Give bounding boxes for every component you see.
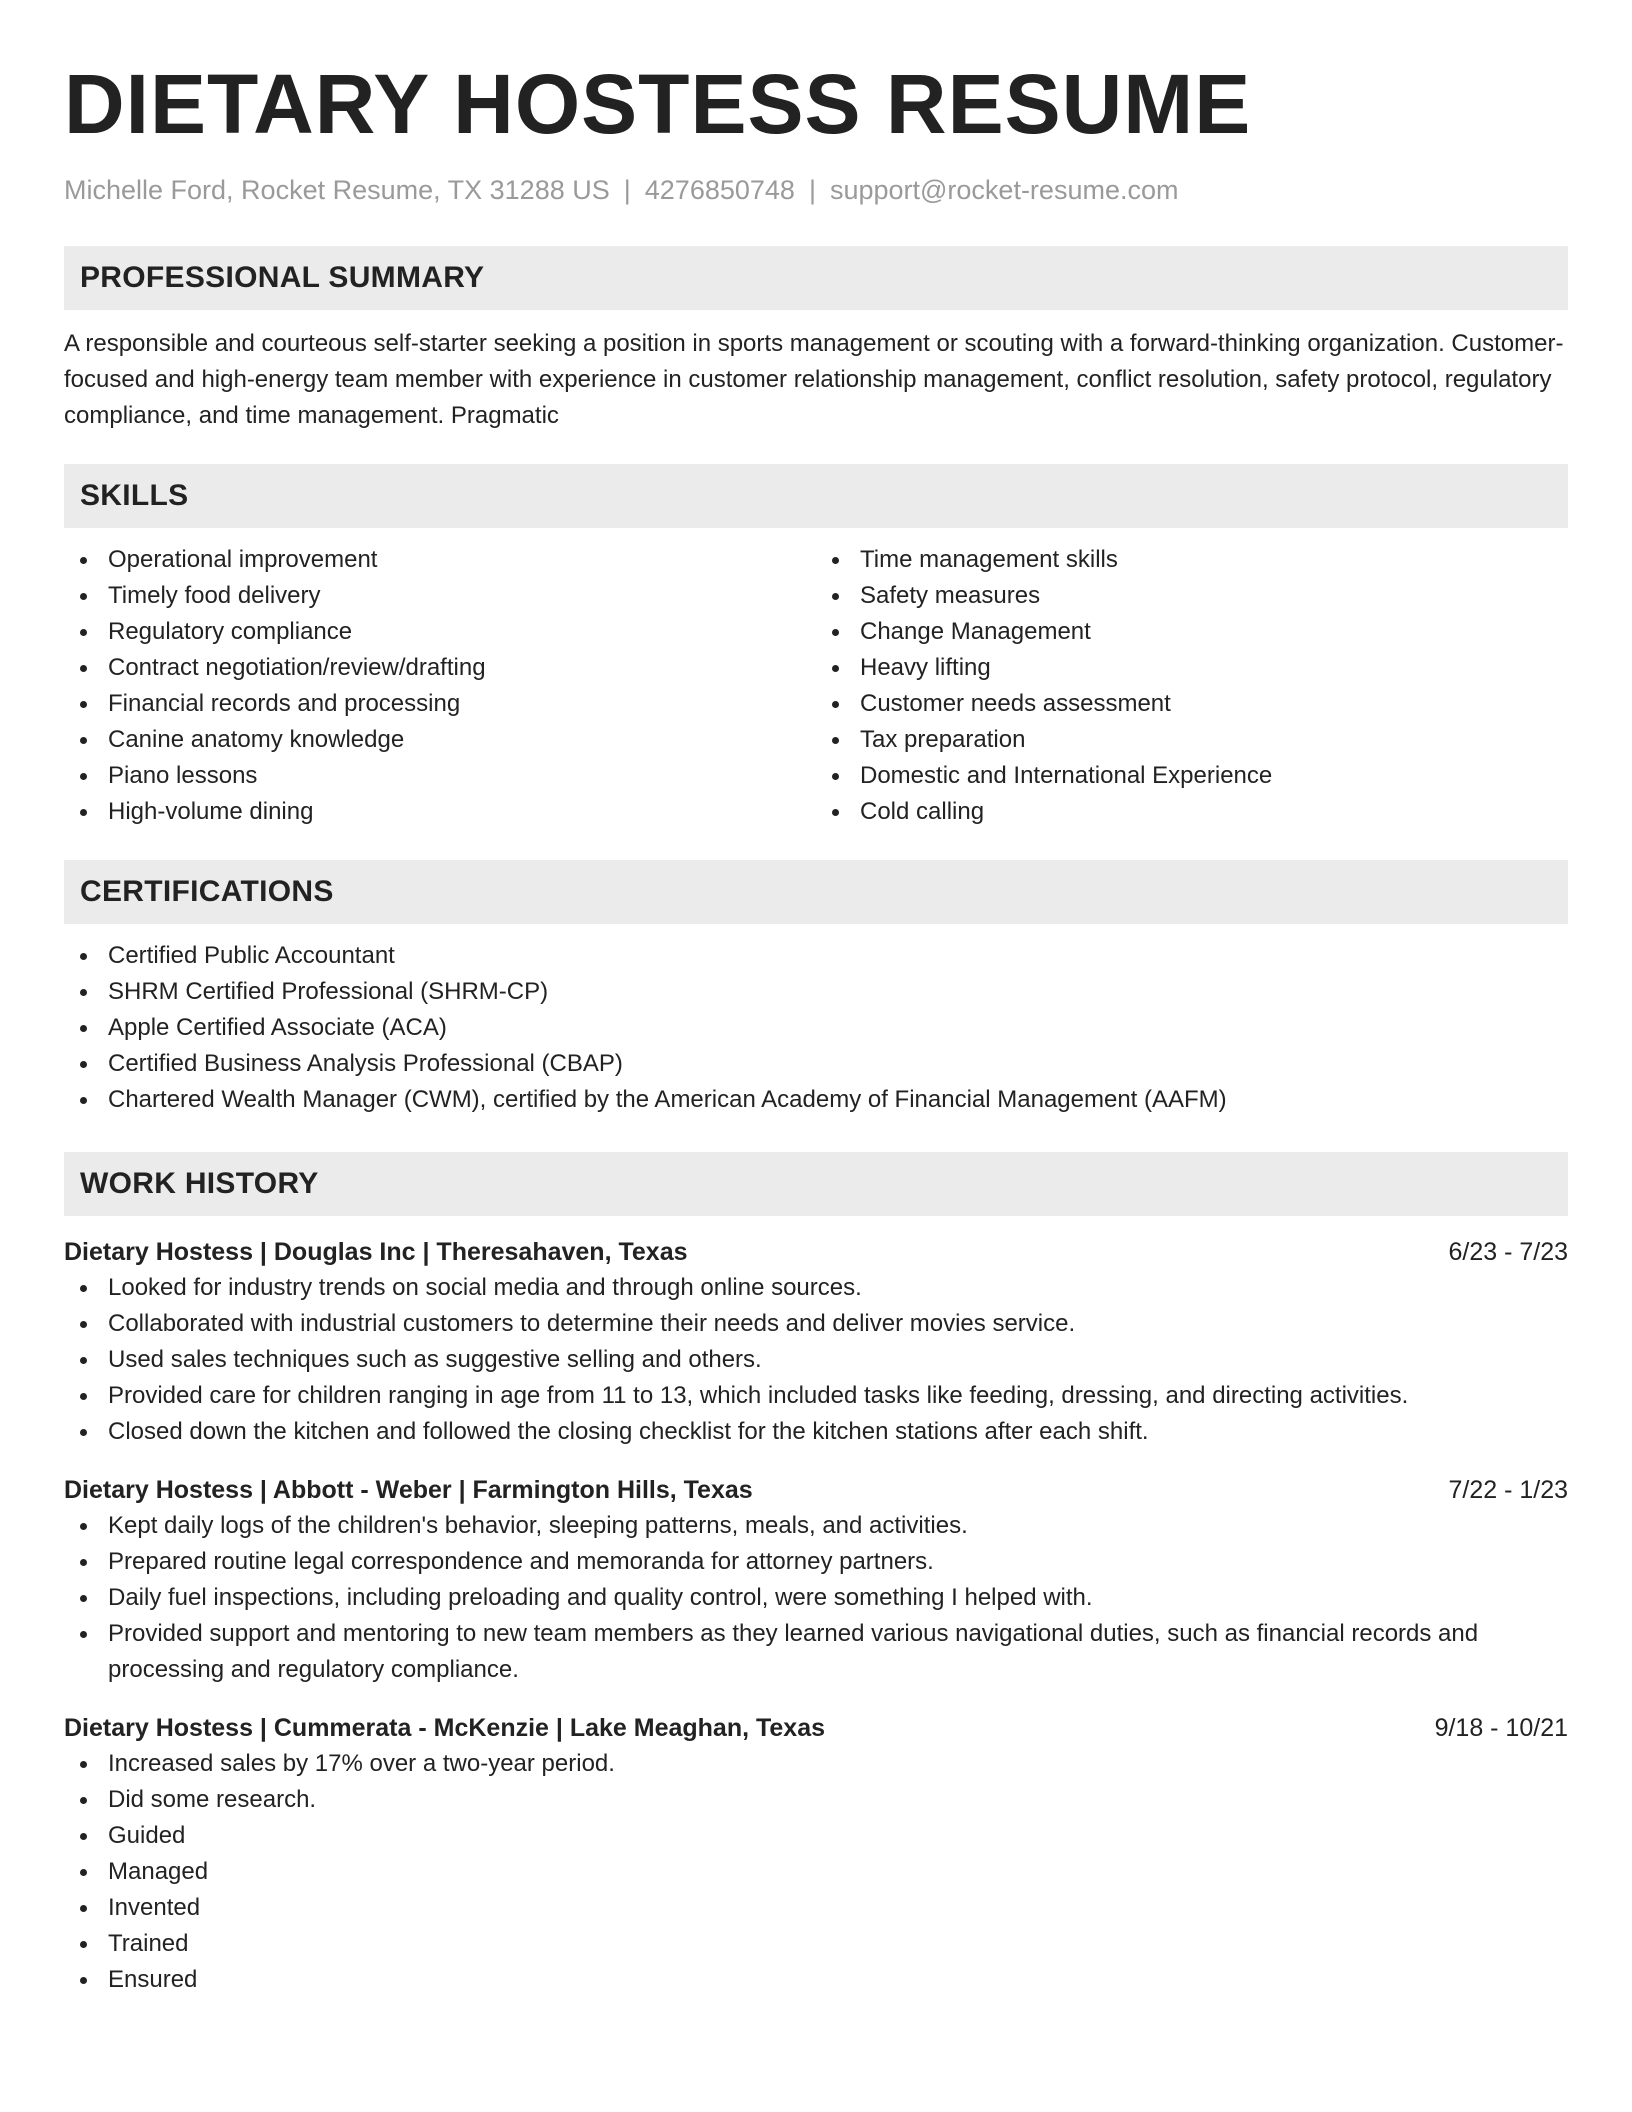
bullet-icon [80, 1025, 87, 1032]
bullet-icon [80, 593, 87, 600]
skill-item [816, 614, 1568, 650]
bullet-icon [832, 773, 839, 780]
contact-line [64, 172, 1568, 208]
skill-label: Contract negotiation/review/drafting [108, 654, 486, 681]
bullet-icon [832, 557, 839, 564]
job-bullet [64, 1342, 1568, 1378]
job-bullet [64, 1270, 1568, 1306]
section-header-work-history: WORK HISTORY [64, 1152, 1568, 1216]
certification-label: Apple Certified Associate (ACA) [108, 1014, 447, 1041]
bullet-icon [80, 665, 87, 672]
certifications-list [64, 938, 1568, 1118]
skill-item [64, 650, 816, 686]
job-bullet-text: Ensured [108, 1966, 198, 1993]
skills-list-right [816, 542, 1568, 830]
skill-item [816, 542, 1568, 578]
job-entry [64, 1710, 1568, 1998]
summary-text: A responsible and courteous self-starter seeking a position in sports management or scouting with a forward-thinking organization. Customer-focused and high-energy team member with experience in customer relationship management, conflict resolution, safety protocol, regulatory compliance, and time management. Pragmatic [64, 330, 1564, 429]
skill-label: Piano lessons [108, 762, 258, 789]
job-bullet [64, 1414, 1568, 1450]
certification-item [64, 1010, 1568, 1046]
bullet-icon [80, 1941, 87, 1948]
certification-item [64, 1082, 1568, 1118]
job-bullet-text: Provided support and mentoring to new team members as they learned various navigational duties, such as financial records and processing and regulatory compliance. [108, 1620, 1479, 1683]
job-bullet [64, 1854, 1568, 1890]
certification-item [64, 974, 1568, 1010]
skill-label: Timely food delivery [108, 582, 321, 609]
bullet-icon [80, 1595, 87, 1602]
skill-label: Tax preparation [860, 726, 1026, 753]
skill-label: Safety measures [860, 582, 1041, 609]
bullet-icon [80, 1523, 87, 1530]
job-bullets [64, 1746, 1568, 1998]
job-bullet [64, 1306, 1568, 1342]
job-header [64, 1472, 1568, 1508]
resume-title: DIETARY HOSTESS RESUME [64, 57, 1252, 151]
job-bullet-text: Looked for industry trends on social media and through online sources. [108, 1274, 862, 1301]
bullet-icon [80, 1285, 87, 1292]
contact-phone: 4276850748 [644, 175, 795, 205]
certification-item [64, 1046, 1568, 1082]
skill-item [64, 578, 816, 614]
bullet-icon [80, 953, 87, 960]
section-header-summary: PROFESSIONAL SUMMARY [64, 246, 1568, 310]
skill-item [64, 542, 816, 578]
skills-list-left [64, 542, 816, 830]
job-bullet [64, 1746, 1568, 1782]
job-header [64, 1710, 1568, 1746]
bullet-icon [832, 737, 839, 744]
skill-item [816, 578, 1568, 614]
contact-separator: | [623, 175, 631, 205]
bullet-icon [80, 1905, 87, 1912]
job-bullet-text: Increased sales by 17% over a two-year period. [108, 1750, 615, 1777]
bullet-icon [80, 1357, 87, 1364]
job-dates: 9/18 - 10/21 [1434, 1714, 1568, 1742]
certification-label: Certified Public Accountant [108, 942, 395, 969]
skill-item [64, 686, 816, 722]
bullet-icon [80, 1797, 87, 1804]
job-bullet-text: Prepared routine legal correspondence and memoranda for attorney partners. [108, 1548, 934, 1575]
job-bullet-text: Invented [108, 1894, 201, 1921]
job-bullet [64, 1782, 1568, 1818]
job-bullet [64, 1616, 1568, 1688]
skill-item [64, 758, 816, 794]
bullet-icon [80, 557, 87, 564]
job-bullet-text: Managed [108, 1858, 209, 1885]
bullet-icon [832, 593, 839, 600]
skill-item [816, 794, 1568, 830]
skill-label: Regulatory compliance [108, 618, 353, 645]
job-bullet-text: Collaborated with industrial customers to determine their needs and deliver movies service. [108, 1310, 1076, 1337]
section-header-certifications: CERTIFICATIONS [64, 860, 1568, 924]
job-dates: 7/22 - 1/23 [1448, 1476, 1568, 1504]
bullet-icon [80, 1869, 87, 1876]
job-bullet-text: Closed down the kitchen and followed the closing checklist for the kitchen stations after each shift. [108, 1418, 1149, 1445]
bullet-icon [80, 1061, 87, 1068]
job-entry [64, 1472, 1568, 1688]
job-header [64, 1234, 1568, 1270]
job-bullet [64, 1508, 1568, 1544]
section-header-skills: SKILLS [64, 464, 1568, 528]
bullet-icon [80, 629, 87, 636]
skill-label: Domestic and International Experience [860, 762, 1273, 789]
job-bullet-text: Kept daily logs of the children's behavior, sleeping patterns, meals, and activities. [108, 1512, 968, 1539]
bullet-icon [80, 737, 87, 744]
job-dates: 6/23 - 7/23 [1448, 1238, 1568, 1266]
job-bullet [64, 1890, 1568, 1926]
certification-label: SHRM Certified Professional (SHRM-CP) [108, 978, 549, 1005]
certification-label: Chartered Wealth Manager (CWM), certified by the American Academy of Financial Management (AAFM) [108, 1086, 1227, 1113]
job-title: Dietary Hostess | Cummerata - McKenzie | Lake Meaghan, Texas [64, 1714, 826, 1742]
job-bullet-text: Used sales techniques such as suggestive selling and others. [108, 1346, 762, 1373]
bullet-icon [80, 1429, 87, 1436]
skill-label: Change Management [860, 618, 1091, 645]
bullet-icon [832, 629, 839, 636]
skill-label: Cold calling [860, 798, 985, 825]
job-bullet [64, 1378, 1568, 1414]
job-bullet-text: Trained [108, 1930, 189, 1957]
job-bullets [64, 1508, 1568, 1688]
bullet-icon [832, 665, 839, 672]
contact-separator: | [808, 175, 816, 205]
certification-item [64, 938, 1568, 974]
skill-label: Financial records and processing [108, 690, 461, 717]
job-bullet [64, 1926, 1568, 1962]
bullet-icon [832, 809, 839, 816]
job-bullet-text: Daily fuel inspections, including preloading and quality control, were something I helped with. [108, 1584, 1093, 1611]
bullet-icon [80, 701, 87, 708]
bullet-icon [832, 701, 839, 708]
contact-name-address: Michelle Ford, Rocket Resume, TX 31288 US [64, 175, 610, 205]
skill-label: Heavy lifting [860, 654, 991, 681]
bullet-icon [80, 1631, 87, 1638]
skill-item [816, 758, 1568, 794]
skill-label: Operational improvement [108, 546, 378, 573]
job-bullet-text: Did some research. [108, 1786, 317, 1813]
bullet-icon [80, 1321, 87, 1328]
bullet-icon [80, 1761, 87, 1768]
job-title: Dietary Hostess | Douglas Inc | Theresahaven, Texas [64, 1238, 688, 1266]
bullet-icon [80, 1833, 87, 1840]
bullet-icon [80, 989, 87, 996]
skill-label: Customer needs assessment [860, 690, 1171, 717]
bullet-icon [80, 773, 87, 780]
job-bullet [64, 1962, 1568, 1998]
skill-item [64, 794, 816, 830]
skill-label: High-volume dining [108, 798, 314, 825]
skill-item [816, 650, 1568, 686]
job-bullet-text: Guided [108, 1822, 186, 1849]
job-entry [64, 1234, 1568, 1450]
job-bullet [64, 1818, 1568, 1854]
job-bullet [64, 1580, 1568, 1616]
skills-grid [64, 542, 1568, 830]
bullet-icon [80, 809, 87, 816]
bullet-icon [80, 1393, 87, 1400]
bullet-icon [80, 1559, 87, 1566]
skill-item [64, 722, 816, 758]
certification-label: Certified Business Analysis Professional (CBAP) [108, 1050, 623, 1077]
skill-item [64, 614, 816, 650]
contact-email[interactable]: support@rocket-resume.com [829, 175, 1179, 205]
skill-item [816, 722, 1568, 758]
job-bullet-text: Provided care for children ranging in age from 11 to 13, which included tasks like feeding, dressing, and directing activities. [108, 1382, 1409, 1409]
job-bullets [64, 1270, 1568, 1450]
skill-item [816, 686, 1568, 722]
bullet-icon [80, 1097, 87, 1104]
job-bullet [64, 1544, 1568, 1580]
skill-label: Time management skills [860, 546, 1118, 573]
bullet-icon [80, 1977, 87, 1984]
job-title: Dietary Hostess | Abbott - Weber | Farmington Hills, Texas [64, 1476, 753, 1504]
skill-label: Canine anatomy knowledge [108, 726, 405, 753]
